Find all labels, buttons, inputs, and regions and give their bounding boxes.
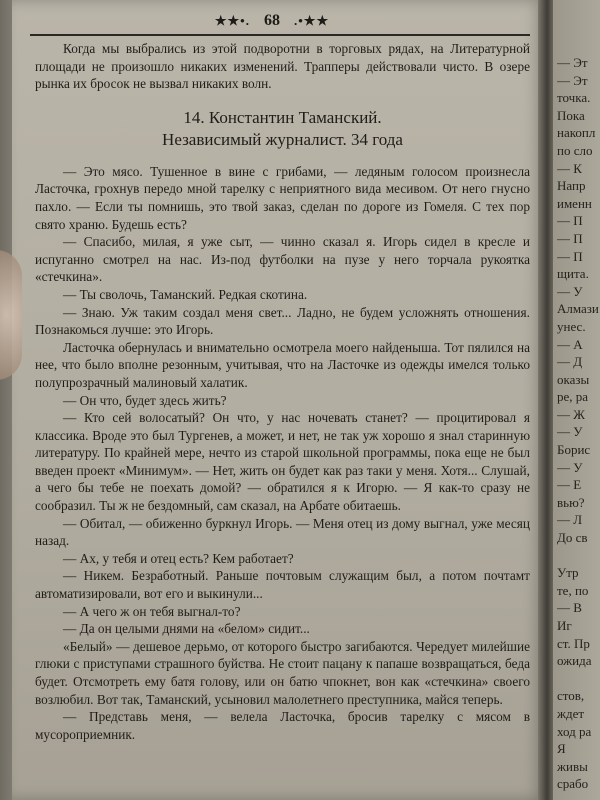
right-page-line: по сло [557,142,593,158]
right-page-line: щита. [557,266,589,282]
right-page-line: — У [557,459,583,475]
paragraph: — Ты сволочь, Таманский. Редкая скотина. [63,286,308,302]
right-page-line: стов, [557,688,585,704]
body-text [35,40,530,743]
right-page-line: Иг [557,618,572,633]
right-page-line: ре, ра [557,389,589,405]
right-page-line: — У [557,283,583,299]
page-header [152,10,392,32]
paragraph: — Знаю. Уж таким создал меня свет... Ладно, не будем усложнять отношения. Познакомься лучше: это Игорь. [35,304,530,338]
paragraph: — Представь меня, — велела Ласточка, бросив тарелку с мясом в мусороприемник. [35,709,530,742]
right-page-line: срабо [557,776,589,792]
right-page-line: — Ж [557,406,585,422]
right-page-line: ход ра [557,723,592,739]
right-page-line: ждет [557,705,585,721]
right-page-line: оказы [557,371,590,387]
right-page-line: — У [557,424,583,440]
right-page-line: Борис [557,442,591,458]
paragraph: — Никем. Безработный. Раньше почтовым служащим был, а потом почтамт автоматизировали, вот его и выкинули... [35,568,530,602]
paragraph: Ласточка обернулась и внимательно осмотрела моего найденыша. Тот пялился на нее, что было вполне резонным, учитывая, что на Ласточке из одежды имелся только полупрозрачный малиновый халатик. [35,339,530,390]
paragraph: — Спасибо, милая, я уже сыт, — чинно сказал я. Игорь сидел в кресле и испуганно смотрел на нас. Из-под футболки на пузе у него торчала рукоятка «стечкина». [35,234,530,285]
paragraph: — Кто сей волосатый? Он что, у нас ночевать станет? — процитировал я классика. Вроде это был Тургенев, а может, и нет, не так уж хорошо я знал старинную литературу. По крайней мере, нечто из старой школьной программы, пока еще не был введен проект «Минимум». — Нет, жить он будет как раз таки у меня. Хотя... Слушай, а чего бы тебе не поехать домой? — обратился я к Игорю. — Я как-то сразу не сообразил. Ты ж не бездомный, сам сказал, на Арбате обитаешь. [35,410,530,514]
right-page-line: те, по [557,582,589,598]
paragraph: — Это мясо. Тушенное в вине с грибами, — ледяным голосом произнесла Ласточка, грохнув передо мной тарелку с неприятного вида месивом. От него гнусно пахло. — Если ты помнишь, это твой заказ, сделан по дороге из Гомеля. С тех пор свято храню. Будешь есть? [35,163,530,232]
right-page-line: Пока [557,107,585,123]
right-page-line: — Л [557,512,583,528]
page-number: 68 [264,12,280,29]
right-page-text [557,54,600,793]
header-stars-left: ★★•. [214,13,250,28]
right-page-line: унес. [557,318,586,334]
right-page-line: — А [557,336,583,352]
right-page-line: — К [557,160,582,176]
right-page-line: — Е [557,477,582,493]
right-page-line: — Д [557,354,583,370]
chapter-title-line1: 14. Константин Таманский. [183,107,382,127]
right-page-line [557,670,600,688]
paragraph: — Он что, будет здесь жить? [63,392,227,408]
paragraph: — Да он целыми днями на «белом» сидит... [63,621,310,637]
paragraph: — Обитал, — обиженно буркнул Игорь. — Меня отец из дому выгнал, уже месяц назад. [35,515,530,549]
chapter-title-line2: Независимый журналист. 34 года [162,129,403,149]
paragraph-list [35,163,530,744]
right-page-line: Утр [557,565,579,581]
paragraph: — А чего ж он тебя выгнал-то? [63,603,241,619]
paragraph: «Белый» — дешевое дерьмо, от которого быстро загибаются. Чередует милейшие глюки с приступами страшного буйства. Не стоит пацану к папаше возвращаться, беда будет. Отсмотреть ему батя голову, или он батю чпокнет, вон как «стечкина» своего возлюбил. Вот так, Таманский, усыновил малолетнего преступника, майся теперь. [35,638,530,707]
right-page-line: До св [557,530,588,546]
right-page-line: точка. [557,90,591,106]
intro-paragraph: Когда мы выбрались из этой подворотни в торговых рядах, на Литературной площади не произошло никаких изменений. Трапперы действовали чисто. В озере рынка их бросок не вызвал никаких волн. [35,41,530,92]
chapter-heading [35,107,530,151]
header-rule [30,34,530,36]
right-page-line: вью? [557,494,585,510]
right-page-line: именн [557,195,592,211]
right-page-line: ст. Пр [557,635,590,651]
right-page-line [557,547,600,565]
right-page-line: — П [557,213,583,229]
right-page-line: ожида [557,653,592,669]
right-page-line: Я [557,741,566,757]
header-stars-right: .•★★ [294,13,330,28]
right-page-line: — Эт [557,55,588,70]
right-page-line: Алмази [557,301,599,317]
right-page-line: накопл [557,125,596,141]
right-page-line: Напр [557,178,586,194]
thumb-shadow [0,250,22,380]
right-page [553,0,600,800]
paragraph: — Ах, у тебя и отец есть? Кем работает? [63,550,294,566]
right-page-line: — Эт [557,72,588,88]
right-page-line: — В [557,600,582,616]
right-page-line: живы [557,758,588,774]
right-page-line: — П [557,230,583,246]
right-page-line: — П [557,248,583,264]
